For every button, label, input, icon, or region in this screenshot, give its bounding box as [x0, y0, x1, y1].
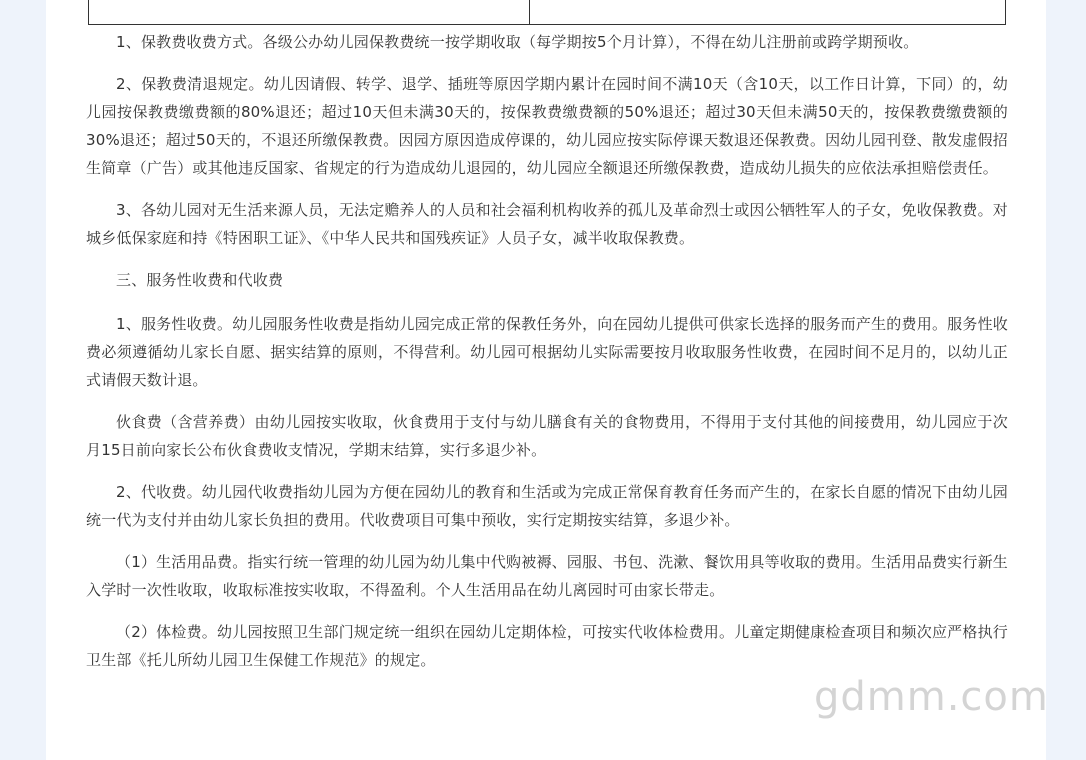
article-page: [46, 0, 1046, 760]
article-body: [86, 28, 1008, 688]
paragraph-service-fees: 1、服务性收费。幼儿园服务性收费是指幼儿园完成正常的保教任务外，向在园幼儿提供可供家长选择的服务而产生的费用。服务性收费必须遵循幼儿家长自愿、据实结算的原则，不得营利。幼儿园可根据幼儿实际需要按月收取服务性收费，在园时间不足月的，以幼儿正式请假天数计退。: [86, 315, 1008, 389]
paragraph-meal-fees: 伙食费（含营养费）由幼儿园按实收取，伙食费用于支付与幼儿膳食有关的食物费用，不得用于支付其他的间接费用，幼儿园应于次月15日前向家长公布伙食费收支情况，学期末结算，实行多退少补。: [86, 413, 1008, 459]
paragraph-daily-goods-fees: （1）生活用品费。指实行统一管理的幼儿园为幼儿集中代购被褥、园服、书包、洗漱、餐饮用具等收取的费用。生活用品费实行新生入学时一次性收取，收取标准按实收取，不得盈利。个人生活用品在幼儿离园时可由家长带走。: [86, 553, 1008, 599]
fee-table-bottom: [88, 0, 1006, 25]
table-cell-divider: [529, 0, 530, 24]
paragraph-exemptions: 3、各幼儿园对无生活来源人员，无法定赡养人的人员和社会福利机构收养的孤儿及革命烈士或因公牺牲军人的子女，免收保教费。对城乡低保家庭和持《特困职工证》、《中华人民共和国残疾证》人员子女，减半收取保教费。: [86, 201, 1008, 247]
paragraph-collected-fees: 2、代收费。幼儿园代收费指幼儿园为方便在园幼儿的教育和生活或为完成正常保育教育任务而产生的，在家长自愿的情况下由幼儿园统一代为支付并由幼儿家长负担的费用。代收费项目可集中预收，实行定期按实结算，多退少补。: [86, 483, 1008, 529]
site-watermark: gdmm.com: [814, 674, 1049, 720]
paragraph-health-check-fees: （2）体检费。幼儿园按照卫生部门规定统一组织在园幼儿定期体检，可按实代收体检费用。儿童定期健康检查项目和频次应严格执行卫生部《托儿所幼儿园卫生保健工作规范》的规定。: [86, 623, 1008, 669]
paragraph-fee-method: 1、保教费收费方式。各级公办幼儿园保教费统一按学期收取（每学期按5个月计算），不得在幼儿注册前或跨学期预收。: [116, 33, 919, 51]
paragraph-refund-rules: 2、保教费清退规定。幼儿因请假、转学、退学、插班等原因学期内累计在园时间不满10天（含10天，以工作日计算，下同）的，幼儿园按保教费缴费额的80%退还；超过10天但未满30天的，按保教费缴费额的50%退还；超过30天但未满50天的，按保教费缴费额的30%退还；超过50天的，不退还所缴保教费。因园方原因造成停课的，幼儿园应按实际停课天数退还保教费。因幼儿园刊登、散发虚假招生简章（广告）或其他违反国家、省规定的行为造成幼儿退园的，幼儿园应全额退还所缴保教费，造成幼儿损失的应依法承担赔偿责任。: [86, 75, 1008, 177]
section-heading-service-fees: 三、服务性收费和代收费: [116, 271, 284, 289]
